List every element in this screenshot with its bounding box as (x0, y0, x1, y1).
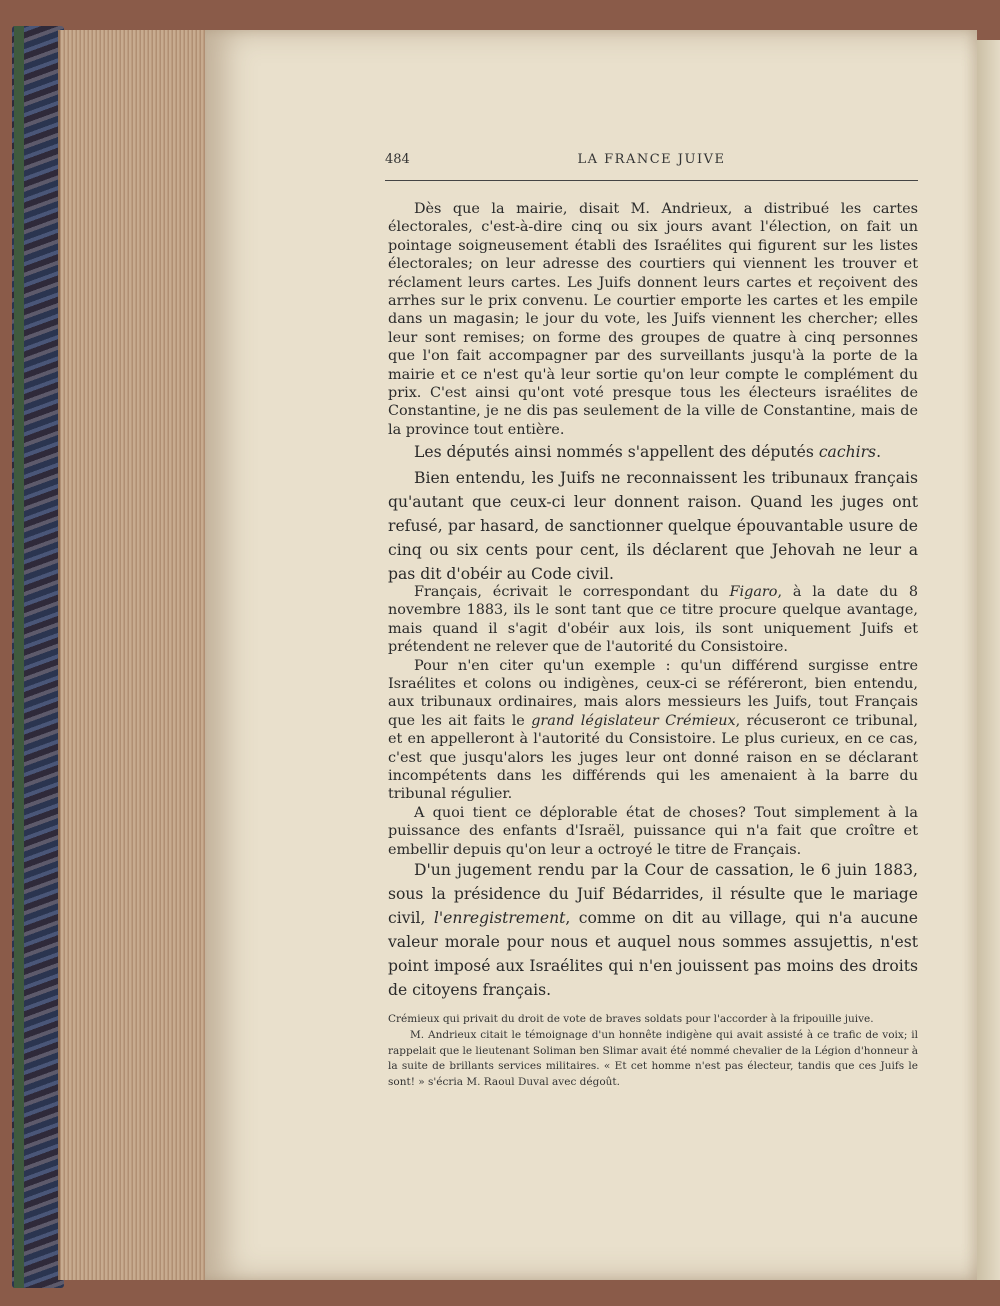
page-number: 484 (385, 152, 410, 167)
page-header (385, 150, 918, 181)
footnote-paragraph: M. Andrieux citait le témoignage d'un honnête indigène qui avait assisté à ce trafic de voix; il rappelait que le lieutenant Soliman ben Slimar avait été nommé chevalier de la Légion d'honneur à la suite de brillants services militaires. « Et cet homme n'est pas électeur, tandis que ces Juifs le sont! » s'écria M. Raoul Duval avec dégoût. (388, 1028, 918, 1089)
page-stack-edge (58, 30, 210, 1280)
opposite-page-edge (977, 40, 1000, 1280)
body-section-1 (388, 440, 918, 586)
body-section-2 (388, 858, 918, 1002)
footnote-continuation: Crémieux qui privait du droit de vote de braves soldats pour l'accorder à la fripouille juive. (388, 1013, 874, 1025)
italic-term: cachirs (818, 443, 877, 461)
book-cover-spine-edge (14, 26, 24, 1288)
body-paragraph: Les députés ainsi nommés s'appellent des députés cachirs. (414, 443, 882, 461)
running-title: LA FRANCE JUIVE (577, 152, 726, 167)
quote-paragraph: Dès que la mairie, disait M. Andrieux, a distribué les cartes électorales, c'est-à-dire cinq ou six jours avant l'élection, on fait un pointage soigneusement établi des Israélites qui figurent sur les listes électorales; on leur adresse des courtiers qui viennent les trouver et réclament leurs cartes. Les Juifs donnent leurs cartes et reçoivent des arrhes sur le prix convenu. Le courtier emporte les cartes et les empile dans un magasin; le jour du vote, les Juifs viennent les chercher; elles leur sont remises; on forme des groupes de quatre à cinq personnes que l'on fait accompagner par des surveillants jusqu'à la porte de la mairie et ce n'est qu'à leur sortie qu'on leur compte le complément du prix. C'est ainsi qu'ont voté presque tous les électeurs israélites de Constantine, je ne dis pas seulement de la ville de Constantine, mais de la province tout entière. (388, 201, 918, 438)
body-paragraph: D'un jugement rendu par la Cour de cassation, le 6 juin 1883, sous la présidence du Juif Bédarrides, il résulte que le mariage civil, l'enregistrement, comme on dit au village, qui n'a aucune valeur morale pour nous et auquel nous sommes assujettis, n'est point imposé aux Israélites qui n'en jouissent pas moins des droits de citoyens français. (388, 861, 918, 999)
quote-paragraph: A quoi tient ce déplorable état de choses? Tout simplement à la puissance des enfants d'Israël, puissance qui n'a fait que croître et embellir depuis qu'on leur a octroyé le titre de Français. (388, 804, 918, 858)
footnotes (388, 1012, 918, 1091)
body-paragraph: Bien entendu, les Juifs ne reconnaissent les tribunaux français qu'autant que ceux-ci leur donnent raison. Quand les juges ont refusé, par hasard, de sanctionner quelque épouvantable usure de cinq ou six cents pour cent, ils déclarent que Jehovah ne leur a pas dit d'obéir au Code civil. (388, 469, 918, 583)
quote-andrieux (388, 200, 918, 439)
quote-figaro (388, 583, 918, 859)
quote-paragraph: Pour n'en citer qu'un exemple : qu'un différend surgisse entre Israélites et colons ou indigènes, ceux-ci se référeront, bien entendu, aux tribunaux ordinaires, mais alors messieurs les Juifs, tout Français que les ait faits le grand législateur Crémieux, récuseront ce tribunal, et en appelleront à l'autorité du Consistoire. Le plus curieux, en ce cas, c'est que jusqu'alors les juges leur ont donné raison en se déclarant incompétents dans les différends qui les amenaient à la barre du tribunal régulier. (388, 657, 918, 803)
quote-paragraph: Français, écrivait le correspondant du Figaro, à la date du 8 novembre 1883, ils le sont tant que ce titre procure quelque avantage, mais quand il s'agit d'obéir aux lois, ils sont uniquement Juifs et prétendent ne relever que de l'autorité du Consistoire. (388, 584, 918, 656)
